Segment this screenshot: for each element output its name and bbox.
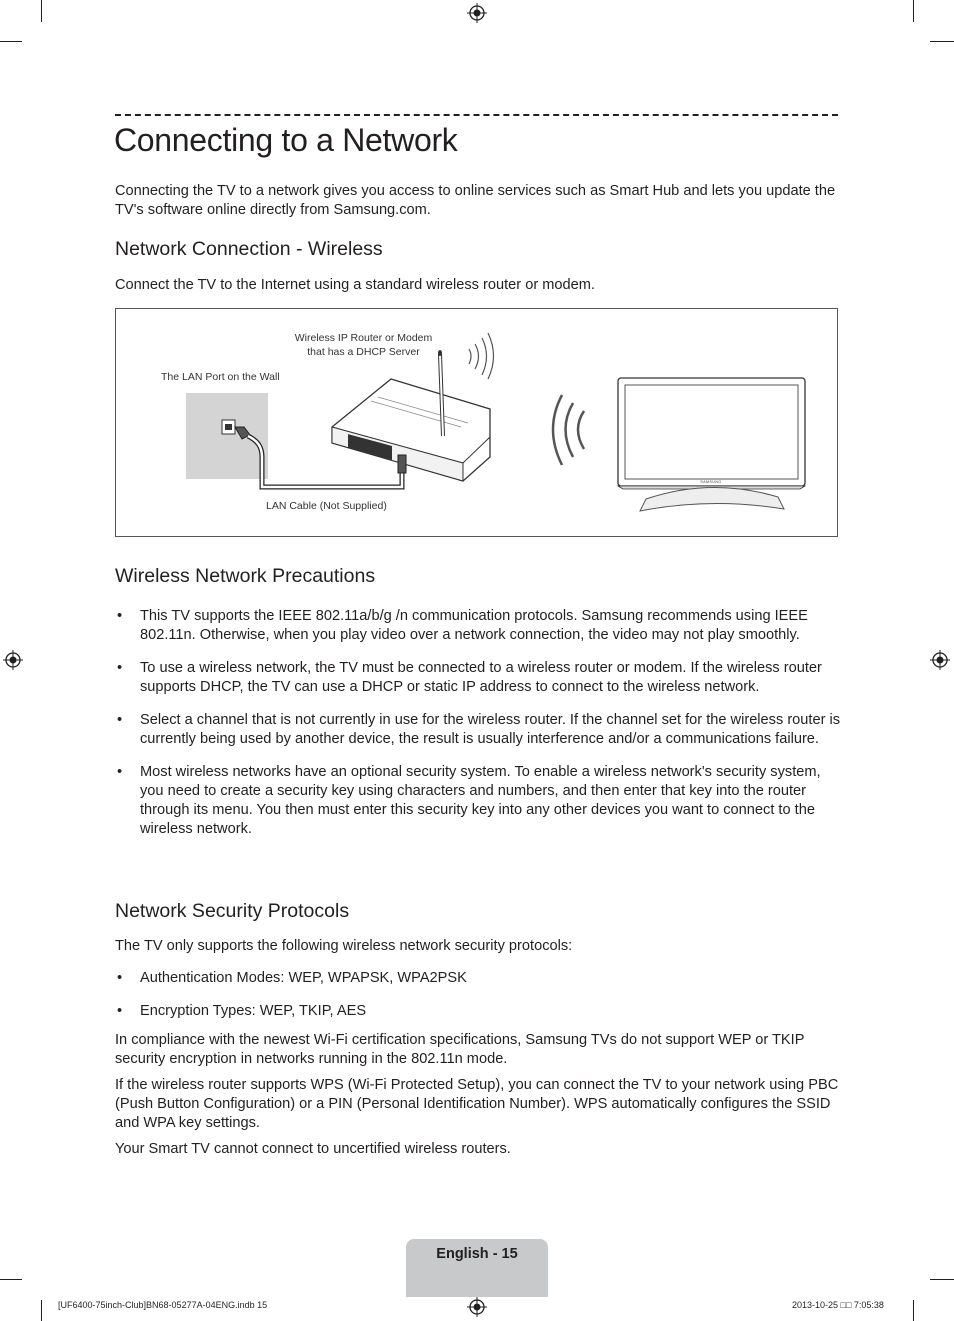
registration-mark-icon [3,650,23,670]
page-number: English - 15 [436,1246,518,1262]
crop-mark [930,41,954,42]
wifi-waves-icon [553,395,584,465]
registration-mark-icon [467,3,487,23]
registration-mark-icon [930,650,950,670]
list-item: • To use a wireless network, the TV must be connected to a wireless router or modem. If the wireless router supports DHCP, the TV can use a DHCP or static IP address to connect to the wireless network. [115,659,845,697]
crop-mark [913,1300,914,1321]
precautions-list [115,607,845,839]
router-icon [332,350,490,481]
section-heading-wireless: Network Connection - Wireless [115,238,383,260]
wifi-signal-icon [469,333,494,379]
lan-port-label: The LAN Port on the Wall [161,371,280,383]
crop-mark [913,0,914,22]
wireless-description: Connect the TV to the Internet using a standard wireless router or modem. [115,277,595,293]
list-item: • Most wireless networks have an optional security system. To enable a wireless network's security system, you need to create a security key using characters and numbers, and then enter that key into the router through its menu. You then must enter this security key into any other devices you want to connect to the wireless network. [115,763,845,839]
router-label-line2: that has a DHCP Server [307,346,420,358]
router-label-line1: Wireless IP Router or Modem [294,332,433,344]
wireless-connection-diagram [115,308,838,537]
crop-mark [0,41,22,42]
crop-mark [930,1279,954,1280]
section-heading-security: Network Security Protocols [115,900,350,922]
page-title: Connecting to a Network [114,122,458,158]
tv-icon [618,378,805,511]
tv-brand-logo: SAMSUNG [700,480,722,484]
router-label [286,331,441,359]
wall-panel [186,393,268,479]
crop-mark [0,1279,22,1280]
security-intro: The TV only supports the following wireless network security protocols: [115,938,573,954]
print-slug-timestamp: 2013-10-25 □□ 7:05:38 [792,1300,884,1310]
list-item: • This TV supports the IEEE 802.11a/b/g /n communication protocols. Samsung recommends using IEEE 802.11n. Otherwise, when you play video over a network connection, the video may not play smoothly. [115,607,845,645]
intro-paragraph: Connecting the TV to a network gives you access to online services such as Smart Hub and lets you update the TV's software online directly from Samsung.com. [115,183,836,218]
list-item: • Select a channel that is not currently in use for the wireless router. If the channel set for the wireless router is currently being used by another device, the result is usually interference and/or a communications failure. [115,711,845,749]
print-slug-filename: [UF6400-75inch-Club]BN68-05277A-04ENG.indb 15 [58,1300,268,1310]
registration-mark-icon [467,1297,487,1317]
crop-mark [41,0,42,22]
title-divider [115,114,838,116]
security-paragraph-2: If the wireless router supports WPS (Wi-Fi Protected Setup), you can connect the TV to your network using PBC (Push Button Configuration) or a PIN (Personal Identification Number). WPS automatically configures the SSID and WPA key settings. [115,1077,839,1131]
list-item: • Authentication Modes: WEP, WPAPSK, WPA2PSK [115,969,845,988]
security-paragraph-1: In compliance with the newest Wi-Fi certification specifications, Samsung TVs do not support WEP or TKIP security encryption in networks running in the 802.11n mode. [115,1032,805,1067]
lan-cable-label: LAN Cable (Not Supplied) [266,500,387,512]
list-item: • Encryption Types: WEP, TKIP, AES [115,1002,845,1021]
security-paragraph-3: Your Smart TV cannot connect to uncertified wireless routers. [115,1141,511,1157]
security-protocols-list [115,969,845,1021]
crop-mark [41,1300,42,1321]
section-heading-precautions: Wireless Network Precautions [115,565,376,587]
